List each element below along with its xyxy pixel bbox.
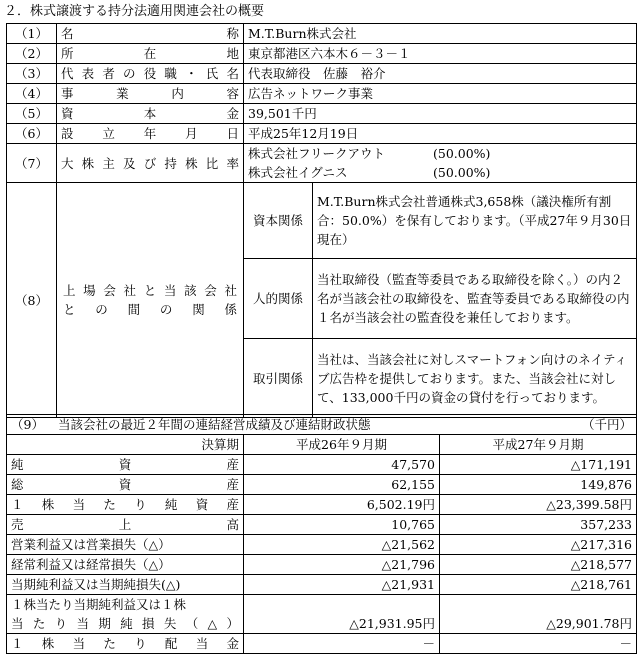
table-row (7, 595, 637, 634)
shareholder-name: 株式会社フリークアウト (248, 146, 386, 161)
unit-label: （千円） (581, 417, 632, 432)
table-row (7, 535, 637, 555)
capital-value: 39,501千円 (244, 104, 637, 124)
cell-value: 149,876 (440, 475, 637, 495)
shareholder-name: 株式会社イグニス (248, 165, 348, 180)
table-row (7, 104, 637, 124)
row-number: （6） (7, 124, 57, 144)
financials-heading (7, 415, 637, 435)
table-row (7, 555, 637, 575)
table-header-row (7, 435, 637, 455)
shareholder-pct: (50.00%) (433, 146, 491, 161)
cell-value: 62,155 (244, 475, 440, 495)
cell-value: － (244, 634, 440, 654)
shareholders-value (244, 144, 637, 183)
cell-value: △218,761 (440, 575, 637, 595)
eps-label-line2: 当たり当期純損失（△） (11, 616, 239, 631)
row-label: １ 株 当 た り 配 当 金 (7, 634, 244, 654)
financials-title: 当該会社の最近２年間の連結経営成績及び連結財政状態 (57, 417, 371, 432)
cell-value: － (440, 634, 637, 654)
relation-type: 人的関係 (244, 259, 313, 339)
cell-value: △21,796 (244, 555, 440, 575)
row-number: （7） (7, 144, 57, 183)
table-row (7, 144, 637, 183)
row-label: 経常利益又は経常損失（△） (7, 555, 244, 575)
established-value: 平成25年12月19日 (244, 124, 637, 144)
row-label: 名 称 (57, 24, 244, 44)
business-value: 広告ネットワーク事業 (244, 84, 637, 104)
table-row (7, 84, 637, 104)
relations-label-line1: 上場会社と当該会社 (63, 283, 237, 298)
financials-table (6, 414, 637, 654)
row-label: 当期純利益又は当期純損失(△) (7, 575, 244, 595)
cell-value: 47,570 (244, 455, 440, 475)
cell-value: △218,577 (440, 555, 637, 575)
relations-label (57, 183, 244, 418)
row-label: 営業利益又は営業損失（△） (7, 535, 244, 555)
row-label: 総 資 産 (7, 475, 244, 495)
table-row (7, 24, 637, 44)
period-column-header: 平成27年９月期 (440, 435, 637, 455)
financials-number: （9） (11, 417, 44, 432)
address-value: 東京都港区六本木６－３－１ (244, 44, 637, 64)
shareholder-pct: (50.00%) (433, 165, 491, 180)
section-title: ２．株式譲渡する持分法適用関連会社の概要 (4, 4, 265, 19)
cell-value: △23,399.58円 (440, 495, 637, 515)
table-row (7, 44, 637, 64)
row-label: 所 在 地 (57, 44, 244, 64)
row-label: 設 立 年 月 日 (57, 124, 244, 144)
table-row (7, 634, 637, 654)
cell-value: 357,233 (440, 515, 637, 535)
cell-value: △217,316 (440, 535, 637, 555)
table-row (7, 475, 637, 495)
row-number: （3） (7, 64, 57, 84)
row-label: 代表者の役職・氏名 (57, 64, 244, 84)
cell-value: △171,191 (440, 455, 637, 475)
cell-value: 6,502.19円 (244, 495, 440, 515)
table-row (7, 495, 637, 515)
row-number: （2） (7, 44, 57, 64)
relation-type: 資本関係 (244, 183, 313, 259)
row-number: （5） (7, 104, 57, 124)
row-number: （1） (7, 24, 57, 44)
row-label: 資 本 金 (57, 104, 244, 124)
cell-value: △21,562 (244, 535, 440, 555)
row-label: １ 株 当 た り 純 資 産 (7, 495, 244, 515)
shareholder-line (248, 144, 632, 163)
row-label: 大株主及び持株比率 (57, 144, 244, 183)
representative-value: 代表取締役 佐藤 裕介 (244, 64, 637, 84)
table-row (7, 124, 637, 144)
row-number: （8） (7, 183, 57, 418)
row-number: （4） (7, 84, 57, 104)
relations-label-line2: と の 間 の 関 係 (63, 302, 237, 317)
table-row (7, 575, 637, 595)
period-column-header: 平成26年９月期 (244, 435, 440, 455)
table-row (7, 515, 637, 535)
row-label: 純 資 産 (7, 455, 244, 475)
cell-value: △21,931.95円 (244, 595, 440, 634)
eps-label-line1: １株当たり当期純利益又は１株 (11, 597, 187, 612)
table-row (7, 64, 637, 84)
row-label: 売 上 高 (7, 515, 244, 535)
cell-value: 10,765 (244, 515, 440, 535)
relation-text: 当社取締役（監査等委員である取締役を除く。）の内２名が当該会社の取締役を、監査等委員である取締役の内１名が当該会社の監査役を兼任しております。 (313, 259, 637, 339)
table-row (7, 183, 637, 259)
row-label: 事 業 内 容 (57, 84, 244, 104)
overview-table (6, 23, 637, 418)
cell-value: △21,931 (244, 575, 440, 595)
relation-type: 取引関係 (244, 339, 313, 418)
company-name-value: M.T.Burn株式会社 (244, 24, 637, 44)
cell-value: △29,901.78円 (440, 595, 637, 634)
financials-heading-row (7, 415, 637, 435)
eps-label (7, 595, 244, 634)
table-row (7, 455, 637, 475)
relation-text: 当社は、当該会社に対しスマートフォン向けのネイティブ広告枠を提供しております。また、当該会社に対して、133,000千円の資金の貸付を行っております。 (313, 339, 637, 418)
relation-text: M.T.Burn株式会社普通株式3,658株（議決権所有割合：50.0%）を保有しております。（平成27年９月30日現在） (313, 183, 637, 259)
period-header: 決算期 (7, 435, 244, 455)
shareholder-line (248, 163, 632, 182)
